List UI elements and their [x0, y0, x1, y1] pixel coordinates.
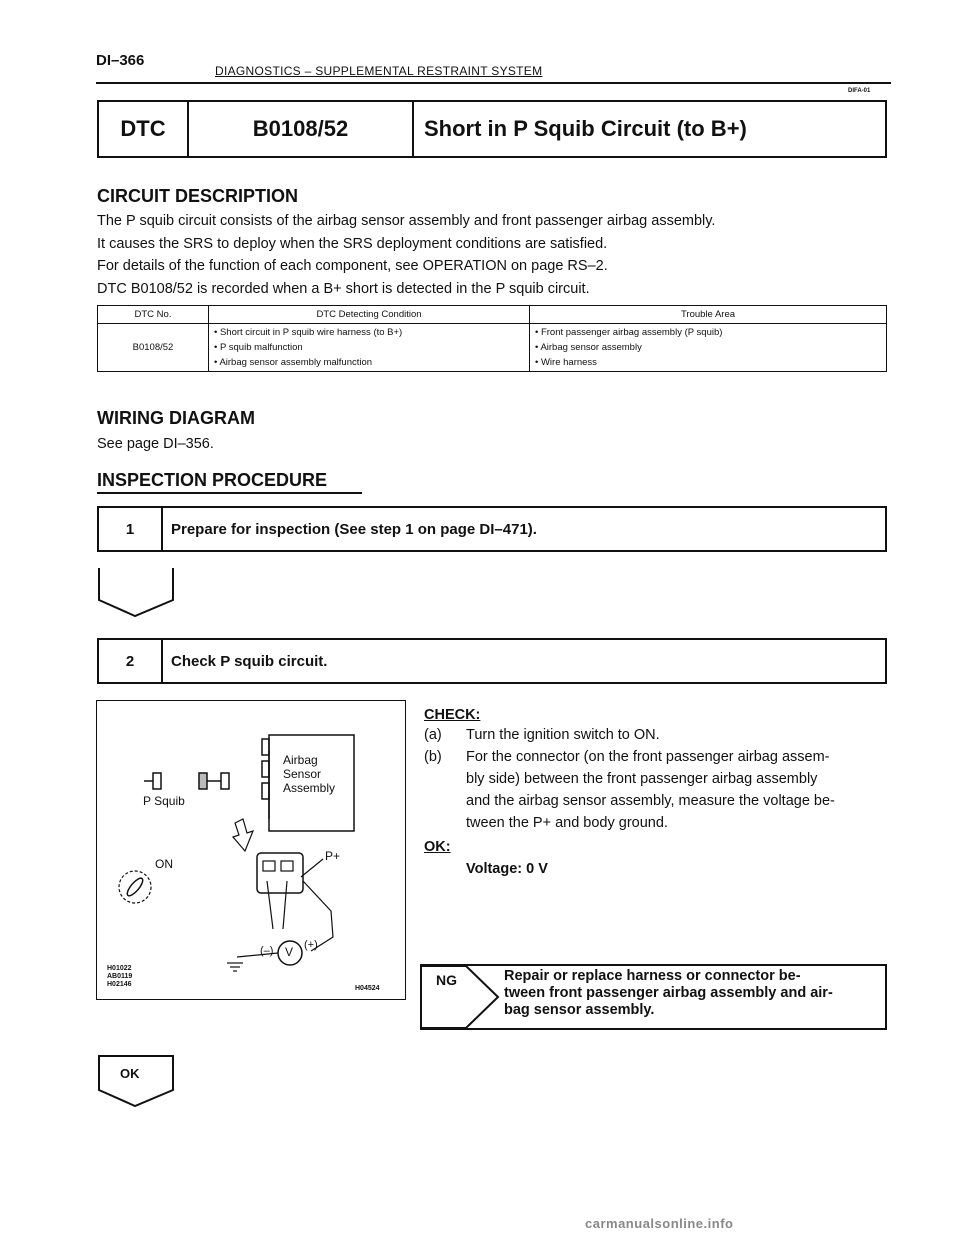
ref-code: H01022: [107, 965, 132, 972]
check-line: and the airbag sensor assembly, measure the voltage be-: [466, 793, 835, 809]
page-code: DI–366: [96, 52, 145, 69]
p-squib-label: P Squib: [143, 794, 185, 808]
airbag-sensor-label: [283, 753, 335, 795]
condition-item: • Short circuit in P squib wire harness (to B+): [214, 327, 403, 338]
step-1-text: Prepare for inspection (See step 1 on page DI–471).: [171, 520, 537, 538]
condition-item: • P squib malfunction: [214, 342, 303, 353]
ok-heading-text: OK:: [424, 839, 451, 855]
step-2-box: [97, 638, 887, 684]
p-plus-label: P+: [325, 849, 341, 863]
doc-code: DIFA-01: [848, 88, 871, 94]
trouble-area-item: • Airbag sensor assembly: [535, 342, 642, 353]
dtc-title: Short in P Squib Circuit (to B+): [424, 116, 747, 141]
ng-line: Repair or replace harness or connector be-: [504, 968, 801, 984]
ref-code: H02146: [107, 981, 132, 988]
ok-arrow-icon: [97, 1054, 177, 1108]
figure-ref-codes: [107, 965, 132, 989]
inspection-rule: [97, 492, 362, 494]
figure-code: H04524: [355, 985, 380, 992]
header-rule: [96, 82, 891, 84]
airbag-label-line: Assembly: [283, 781, 336, 795]
section-title: DIAGNOSTICS – SUPPLEMENTAL RESTRAINT SYSTEM: [215, 64, 543, 78]
table-row: [98, 324, 887, 372]
ng-label: NG: [436, 972, 457, 988]
table-cell-conditions: [209, 324, 530, 372]
watermark: carmanualsonline.info: [585, 1216, 734, 1231]
circuit-figure: [96, 700, 406, 1000]
step-1-box: [97, 506, 887, 552]
circuit-description-heading: CIRCUIT DESCRIPTION: [97, 186, 299, 206]
description-line: The P squib circuit consists of the airbag sensor assembly and front passenger airbag assembly.: [97, 213, 716, 229]
check-line: tween the P+ and body ground.: [466, 815, 668, 831]
check-item: [424, 724, 890, 746]
dtc-code: B0108/52: [189, 102, 414, 156]
flow-arrow-icon: [97, 566, 177, 618]
check-marker: (b): [424, 749, 442, 765]
wiring-diagram-heading: WIRING DIAGRAM: [97, 408, 255, 428]
ignition-on-label: ON: [155, 857, 173, 871]
plus-terminal-label: (+): [304, 939, 318, 951]
ng-text: [504, 968, 884, 1019]
trouble-area-item: • Front passenger airbag assembly (P squib): [535, 327, 723, 338]
description-line: DTC B0108/52 is recorded when a B+ short is detected in the P squib circuit.: [97, 280, 590, 297]
ok-label: OK: [120, 1066, 140, 1081]
ok-value: Voltage: 0 V: [466, 861, 548, 877]
condition-item: • Airbag sensor assembly malfunction: [214, 357, 373, 368]
check-marker: (a): [424, 727, 442, 743]
minus-terminal-label: (–): [260, 945, 274, 957]
table-header-row: [98, 306, 887, 324]
check-heading: [424, 704, 480, 726]
step-2-number: 2: [99, 640, 163, 682]
trouble-area-item: • Wire harness: [535, 357, 597, 368]
circuit-diagram: [97, 701, 405, 999]
check-items: [424, 724, 890, 834]
dtc-table: [97, 305, 887, 372]
table-cell-dtc-no: B0108/52: [98, 324, 209, 372]
ok-heading: [424, 836, 451, 858]
description-line: For details of the function of each component, see OPERATION on page RS–2.: [97, 258, 608, 274]
inspection-heading: INSPECTION PROCEDURE: [97, 470, 328, 490]
check-item: [424, 746, 890, 834]
check-line: Turn the ignition switch to ON.: [466, 727, 660, 743]
airbag-label-line: Sensor: [283, 767, 322, 781]
dtc-banner: [97, 100, 887, 158]
table-header: Trouble Area: [530, 306, 887, 324]
table-header: DTC No.: [98, 306, 209, 324]
description-line: It causes the SRS to deploy when the SRS deployment conditions are satisfied.: [97, 235, 608, 252]
step-1-number: 1: [99, 508, 163, 550]
airbag-label-line: Airbag: [283, 753, 318, 767]
ng-arrow-icon: [420, 964, 502, 1030]
dtc-label: DTC: [99, 102, 189, 156]
ng-line: bag sensor assembly.: [504, 1002, 655, 1018]
voltmeter-label: V: [285, 945, 294, 959]
ref-code: AB0119: [107, 973, 133, 980]
table-cell-trouble-areas: [530, 324, 887, 372]
check-heading-text: CHECK:: [424, 707, 481, 723]
step-2-text: Check P squib circuit.: [171, 652, 328, 670]
check-line: For the connector (on the front passenger airbag assem-: [466, 749, 830, 765]
check-line: bly side) between the front passenger airbag assembly: [466, 771, 818, 787]
ng-line: tween front passenger airbag assembly and air-: [504, 985, 833, 1001]
circuit-description-text: [97, 210, 715, 300]
table-header: DTC Detecting Condition: [209, 306, 530, 324]
wiring-diagram-text: See page DI–356.: [97, 436, 214, 452]
